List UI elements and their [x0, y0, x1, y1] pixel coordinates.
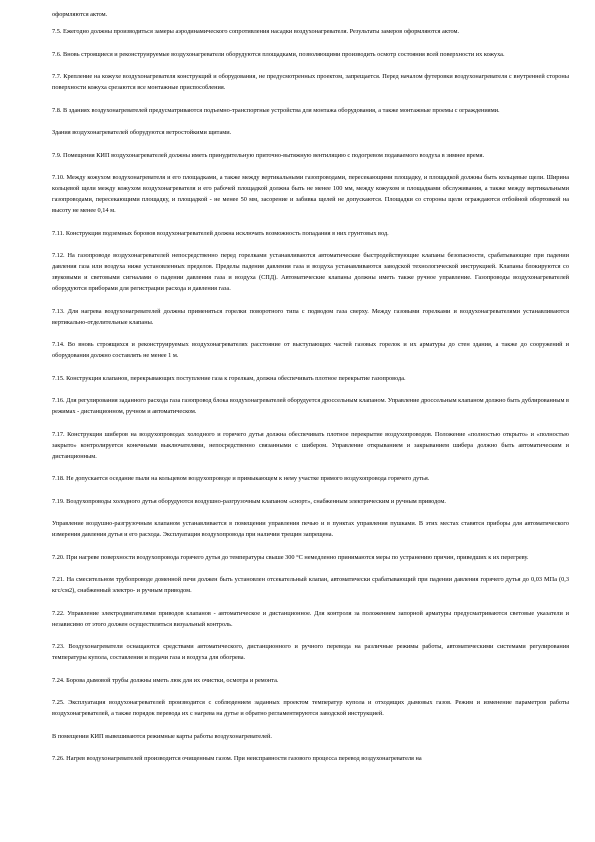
paragraph-7-8: 7.8. В зданиях воздухонагревателей предусматриваются подъемно-транспортные устройства для монтажа оборудования, а также монтажные проемы с ограждениями.	[52, 106, 500, 114]
paragraph-relief-valve-control: Управление воздушно-разгрузочным клапаном устанавливается в помещении управления печью и в пунктах управления пушками. В этих местах ставятся приборы для автоматического измерения давления дутья и его расхода. Эксплуатация воздухопровода при наличии трещин запрещена.	[52, 520, 569, 538]
paragraph-7-9: 7.9. Помещения КИП воздухонагревателей должны иметь принудительную приточно-вытяжную вентиляцию с подогревом подаваемого воздуха в зимнее время.	[52, 151, 485, 159]
paragraph-7-7: 7.7. Крепление на кожухе воздухонагревателя конструкций и оборудования, не предусмотренных проектом, запрещается. Перед началом футеровки воздухонагревателя с внутренней стороны поверхности кожуха срезаются все монтажные приспособления.	[52, 73, 569, 91]
paragraph-7-5: 7.5. Ежегодно должны производиться замеры аэродинамического сопротивления насадки воздухонагревателя. Результаты замеров оформляются актом.	[52, 28, 460, 35]
paragraph-7-12: 7.12. На газопроводе воздухонагревателей непосредственно перед горелками устанавливаются автоматические быстродействующие клапаны безопасности, срабатывающие при падении давления газа или воздуха ниже установленных пределов. Пределы падения давления газа и воздуха устанавливаются заводской технологической инструкцией. Клапаны блокируются со звуковыми и световыми сигналами о падении давления газа и воздуха (СПД). Автоматические клапаны должны иметь также ручное управление. Газопроводы воздухонагревателей оборудуются приборами для регистрации расхода и давления газа.	[52, 252, 569, 292]
paragraph-7-14: 7.14. Во вновь строящихся и реконструируемых воздухонагревателях расстояние от выступающих частей газовых горелок и их арматуры до стен здания, а также до сооружений и оборудования должно составлять не менее 1 м.	[52, 341, 569, 359]
paragraph-7-23: 7.23. Воздухонагреватели оснащаются средствами автоматического, дистанционного и ручного перевода на различные режимы работы, автоматическими системами регулирования температуры купола, составления и подачи газа и воздуха для обогрева.	[52, 643, 569, 661]
paragraph-7-19: 7.19. Воздухопроводы холодного дутья оборудуются воздушно-разгрузочным клапаном «снорт», снабженным электрическим и ручным приводом.	[52, 497, 446, 505]
paragraph-continuation: оформляются актом.	[52, 11, 108, 18]
paragraph-7-24: 7.24. Борова дымовой трубы должны иметь люк для их очистки, осмотра и ремонта.	[52, 676, 279, 684]
paragraph-7-11: 7.11. Конструкция подземных боровов воздухонагревателей должна исключать возможность попадания в них грунтовых вод.	[52, 229, 389, 237]
paragraph-7-6: 7.6. Вновь строящиеся и реконструируемые воздухонагреватели оборудуются площадками, позволяющими производить осмотр состояния всей поверхности их кожуха.	[52, 50, 505, 58]
paragraph-7-25: 7.25. Эксплуатация воздухонагревателей производится с соблюдением заданных проектом температур купола и отходящих дымовых газов. Режим и изменение параметров работы воздухонагревателей, а также порядок перевода их с нагрева на дутье и обратно регламентируются заводской инструкцией.	[52, 699, 569, 717]
paragraph-7-15: 7.15. Конструкция клапанов, перекрывающих поступление газа к горелкам, должна обеспечивать плотное перекрытие газопровода.	[52, 374, 406, 382]
paragraph-mode-charts: В помещении КИП вывешиваются режимные карты работы воздухонагревателей.	[52, 732, 272, 740]
paragraph-7-20: 7.20. При нагреве поверхности воздухопровода горячего дутья до температуры свыше 300 °С немедленно принимаются меры по устранению причин, приведших к их перегреву.	[52, 553, 529, 561]
paragraph-7-16: 7.16. Для регулирования заданного расхода газа газопровод блока воздухонагревателей оборудуется дроссельным клапаном. Управление дроссельным клапаном должно быть дублированным в режимах - дистанционном, ручном и автоматическом.	[52, 397, 569, 415]
paragraph-7-26: 7.26. Нагрев воздухонагревателей производится очищенным газом. При неисправности газового процесса перевод воздухонагревателя на	[52, 755, 422, 762]
paragraph-7-17: 7.17. Конструкция шиберов на воздухопроводах холодного и горячего дутья должна обеспечивать плотное перекрытие воздухопроводов. Положение «полностью открыто» и «полностью закрыто» контролируется конечными выключателями, непосредственно связанными с шибером. Управление открыванием и закрыванием шибера должно быть автоматическим и дистанционным.	[52, 430, 569, 460]
paragraph-7-10: 7.10. Между кожухом воздухонагревателя и его площадками, а также между вертикальными газопроводами, пересекающими площадку, и площадкой должны быть кольцевые щели. Ширина кольцевой щели между кожухом воздухонагревателя и его рабочей площадкой должна быть не менее 100 мм, между кожухом и площадками обслуживания, а также между вертикальными газопроводами, пересекающими площадку, и площадкой - не менее 50 мм, засорение и забивка щелей не допускаются. Площадки со стороны щели ограждаются отбойной обортовкой на высоту не менее 0,14 м.	[52, 174, 569, 214]
paragraph-7-13: 7.13. Для нагрева воздухонагревателей должны применяться горелки поворотного типа с подводом газа сверху. Между газовыми горелками и воздухонагревателями устанавливаются вертикально-отделительные клапаны.	[52, 307, 569, 326]
paragraph-7-21: 7.21. На смесительном трубопроводе доменной печи должен быть установлен отсекательный клапан, автоматически срабатывающий при падении давления горячего дутья до 0,03 МПа (0,3 кгс/см2), снабженный электро- и ручным приводом.	[52, 576, 569, 594]
paragraph-windscreens: Здания воздухонагревателей оборудуются ветростойкими щитами.	[52, 129, 232, 136]
paragraph-7-18: 7.18. Не допускается оседание пыли на кольцевом воздухопроводе и примыкающем к нему участке прямого воздухопровода горячего дутья.	[52, 475, 430, 482]
paragraph-7-22: 7.22. Управление электродвигателями приводов клапанов - автоматическое и дистанционное. Для контроля за положением запорной арматуры предусматриваются световые указатели и независимо от этого должен осуществляться визуальный контроль.	[52, 609, 569, 628]
